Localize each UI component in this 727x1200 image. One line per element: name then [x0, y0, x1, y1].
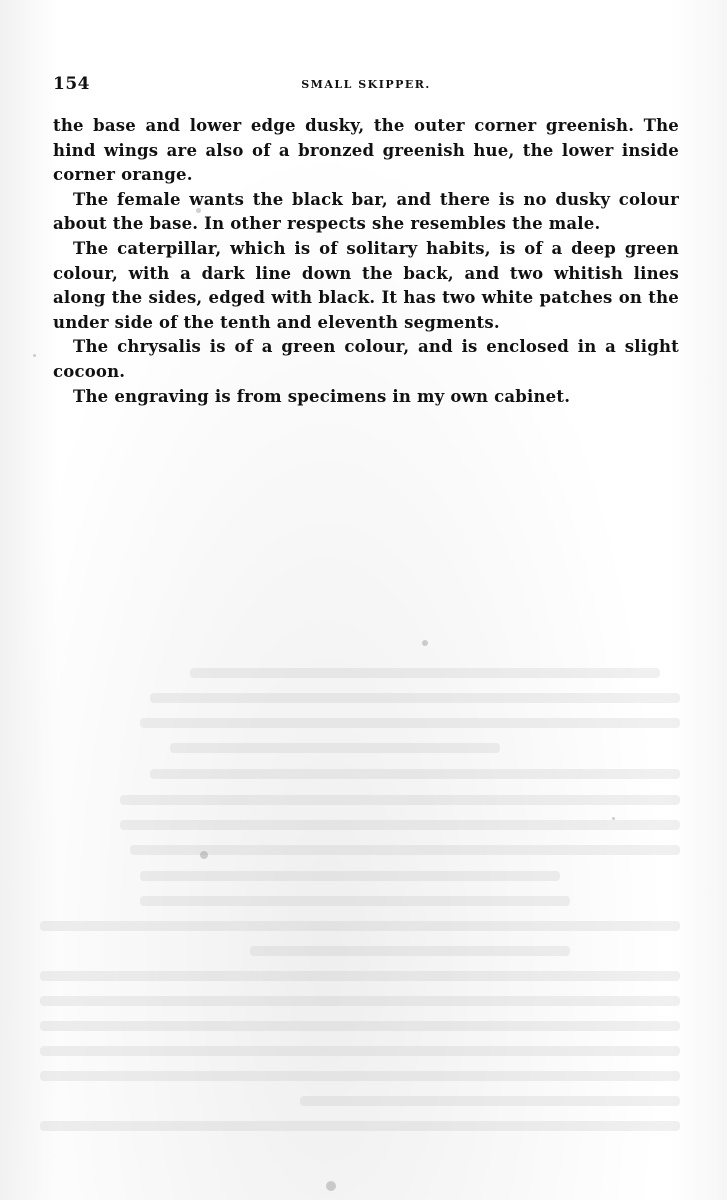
paragraph-chrysalis: The chrysalis is of a green colour, and is enclosed in a slight cocoon. — [53, 337, 679, 381]
running-title: SMALL SKIPPER. — [301, 78, 431, 91]
body-text — [53, 114, 679, 409]
paragraph-continuation: the base and lower edge dusky, the outer corner greenish. The hind wings are also of a bronzed greenish hue, the lower inside corner orange. — [53, 116, 679, 185]
running-head — [53, 74, 679, 98]
page-number: 154 — [53, 74, 90, 94]
paragraph-caterpillar: The caterpillar, which is of solitary habits, is of a deep green colour, with a dark line down the back, and two whitish lines along the sides, edged with black. It has two white patches on the under side of the tenth and eleventh segments. — [53, 238, 679, 332]
paragraph-engraving: The engraving is from specimens in my own cabinet. — [73, 386, 571, 406]
paragraph-female: The female wants the black bar, and there is no dusky colour about the base. In other respects she resembles the male. — [53, 189, 679, 234]
